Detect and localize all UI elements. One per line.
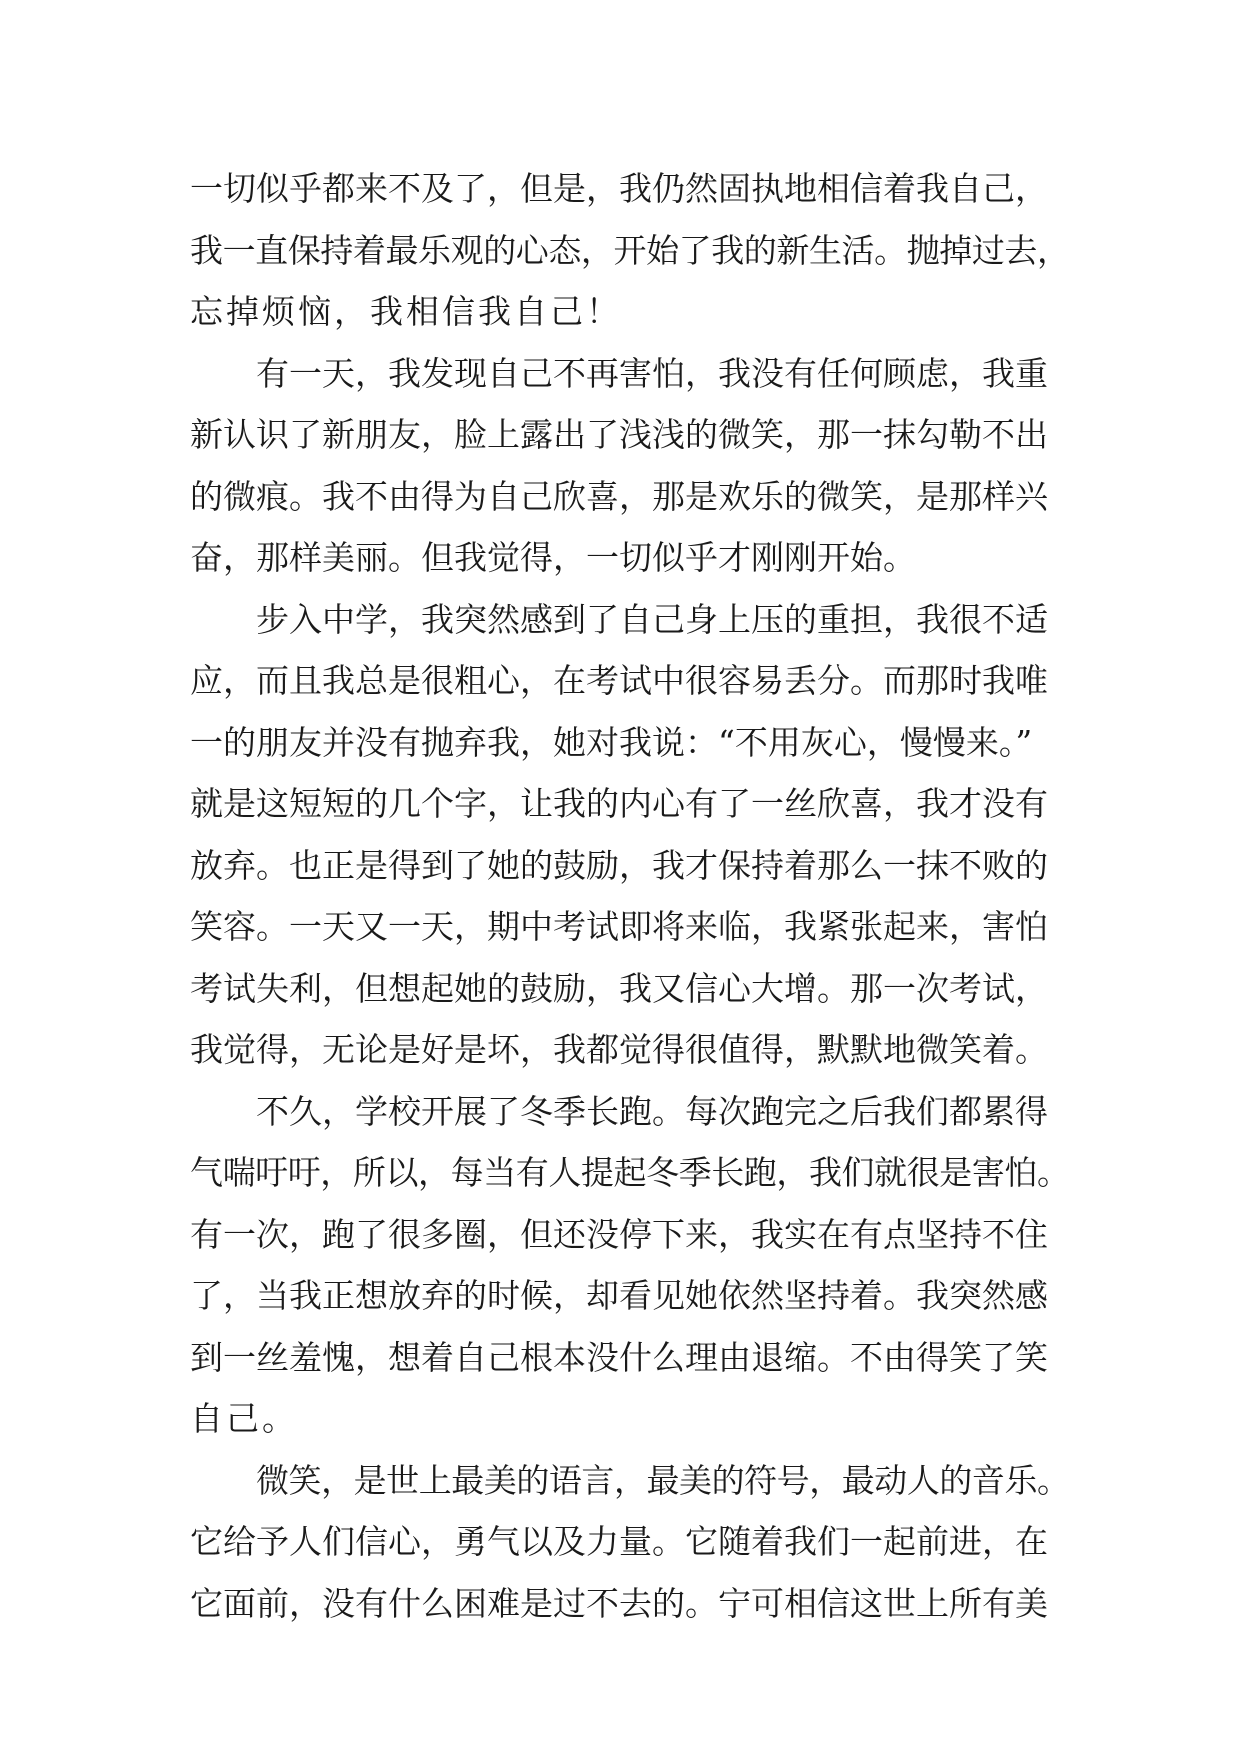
text-line: 笑容。一天又一天，期中考试即将来临，我紧张起来，害怕	[190, 907, 1048, 946]
text-line: 到一丝羞愧，想着自己根本没什么理由退缩。不由得笑了笑	[190, 1337, 1048, 1377]
text-line: 应，而且我总是很粗心，在考试中很容易丢分。而那时我唯	[190, 661, 1048, 700]
text-line: 忘掉烦恼，我相信我自己！	[190, 292, 622, 331]
text-line: 它给予人们信心，勇气以及力量。它随着我们一起前进，在	[190, 1522, 1048, 1561]
text-line: 一的朋友并没有抛弃我，她对我说：“不用灰心，慢慢来。”	[190, 722, 1033, 762]
text-line: 微笑，是世上最美的语言，最美的符号，最动人的音乐。	[256, 1460, 1070, 1500]
text-line: 就是这短短的几个字，让我的内心有了一丝欣喜，我才没有	[190, 784, 1048, 823]
text-line: 考试失利，但想起她的鼓励，我又信心大增。那一次考试，	[190, 968, 1048, 1008]
text-line: 新认识了新朋友，脸上露出了浅浅的微笑，那一抹勾勒不出	[190, 415, 1048, 454]
text-line: 自己。	[190, 1399, 298, 1438]
text-line: 我一直保持着最乐观的心态，开始了我的新生活。抛掉过去，	[190, 230, 1070, 270]
text-line: 有一天，我发现自己不再害怕，我没有任何顾虑，我重	[256, 353, 1048, 393]
text-line: 了，当我正想放弃的时候，却看见她依然坚持着。我突然感	[190, 1276, 1048, 1315]
text-line: 的微痕。我不由得为自己欣喜，那是欢乐的微笑，是那样兴	[190, 476, 1048, 516]
text-line: 一切似乎都来不及了，但是，我仍然固执地相信着我自己，	[190, 169, 1048, 208]
text-line: 不久，学校开展了冬季长跑。每次跑完之后我们都累得	[256, 1091, 1048, 1131]
text-line: 它面前，没有什么困难是过不去的。宁可相信这世上所有美	[190, 1583, 1048, 1623]
text-line: 气喘吁吁，所以，每当有人提起冬季长跑，我们就很是害怕。	[190, 1153, 1070, 1192]
text-line: 奋，那样美丽。但我觉得，一切似乎才刚刚开始。	[190, 538, 916, 577]
essay-text	[190, 158, 1070, 1634]
text-line: 我觉得，无论是好是坏，我都觉得很值得，默默地微笑着。	[190, 1030, 1048, 1069]
text-line: 有一次，跑了很多圈，但还没停下来，我实在有点坚持不住	[190, 1214, 1048, 1254]
text-line: 步入中学，我突然感到了自己身上压的重担，我很不适	[256, 599, 1048, 639]
text-line: 放弃。也正是得到了她的鼓励，我才保持着那么一抹不败的	[190, 845, 1048, 885]
